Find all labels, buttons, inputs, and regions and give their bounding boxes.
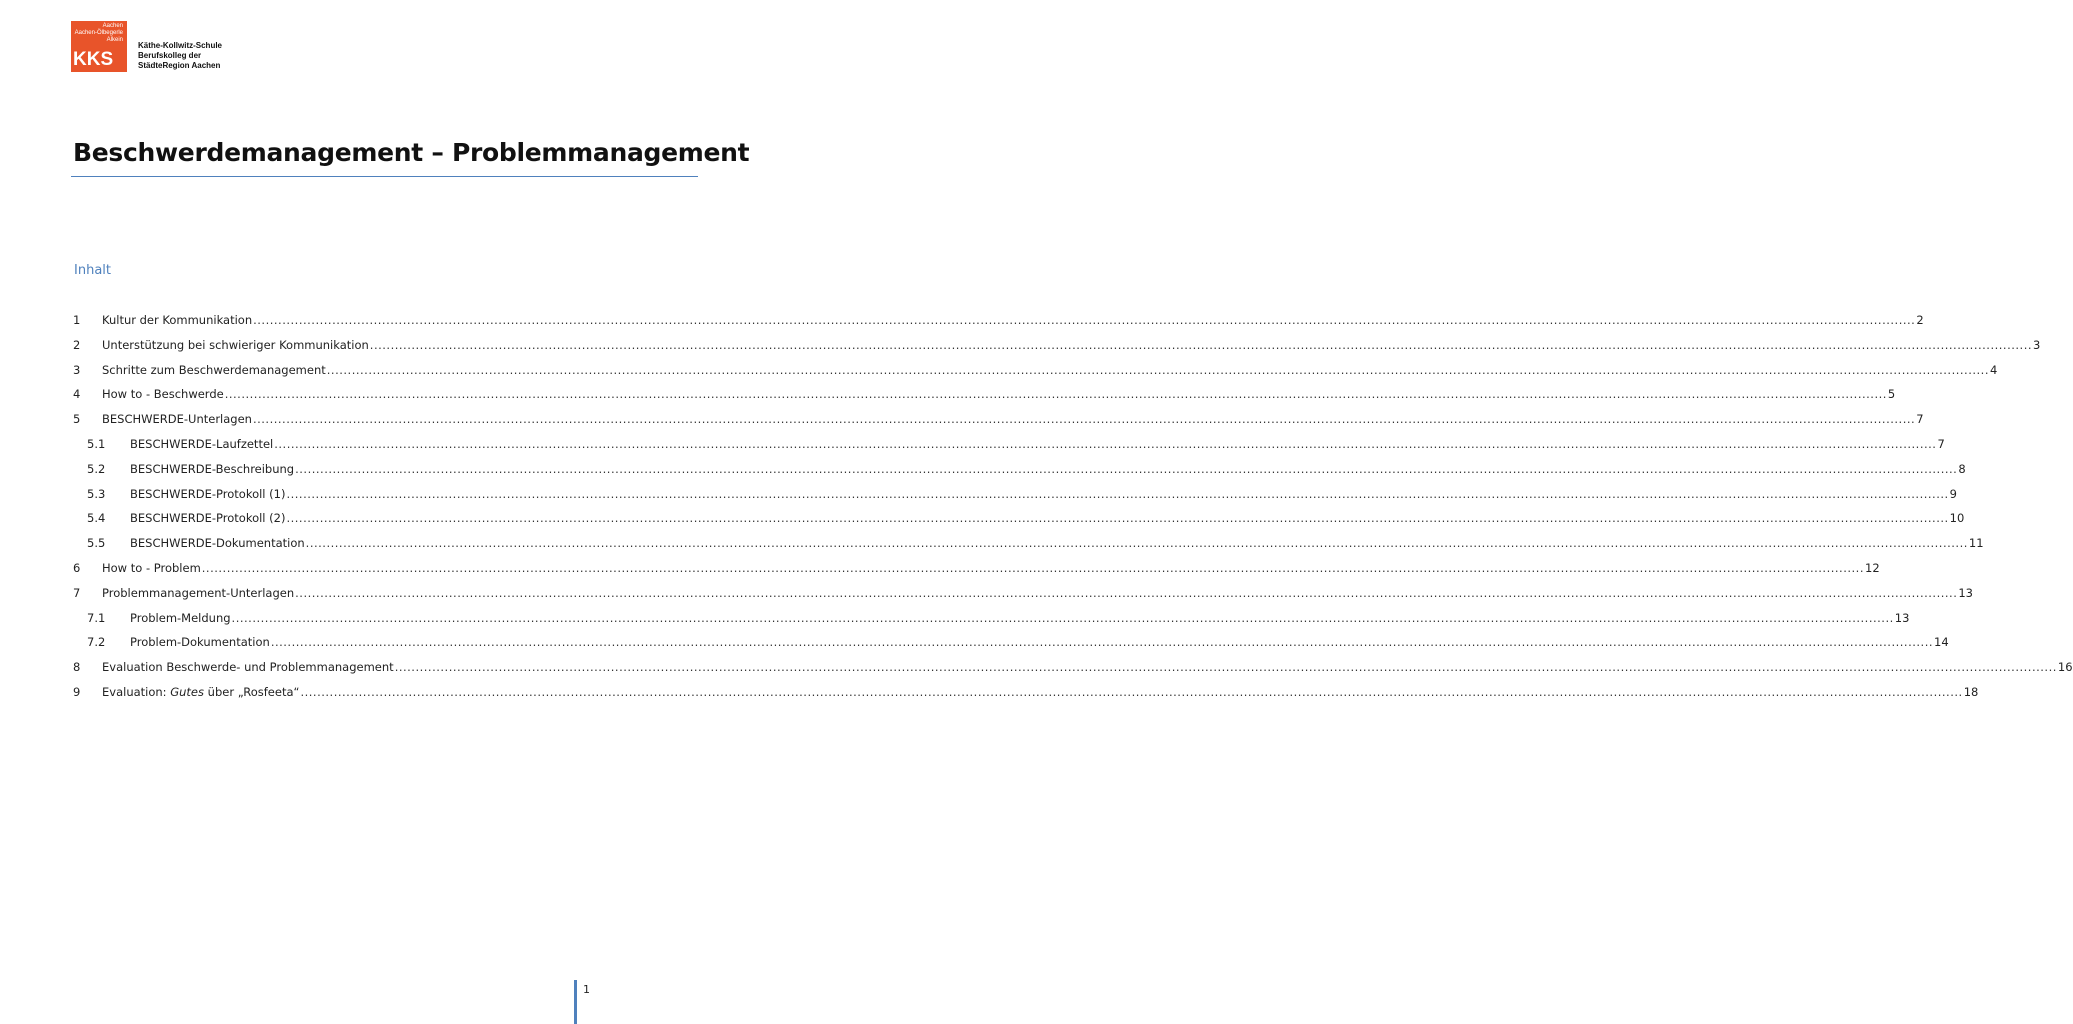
toc-entry-number: 5.3 <box>87 486 106 501</box>
toc-entry-title-emphasis: Gutes <box>170 685 204 699</box>
toc-entry-number: 6 <box>73 561 81 575</box>
toc-entry-title: Problem-Dokumentation <box>130 635 270 650</box>
toc-entry-number: 5.2 <box>87 461 106 476</box>
toc-entry-leader-dots: ................................................................................................................................................................................................................................................................................................................................................................................................................ <box>224 387 1887 402</box>
toc-entry-number: 5.5 <box>87 536 106 551</box>
toc-entry-page: 13 <box>1958 585 1973 600</box>
toc-entry-title: BESCHWERDE-Laufzettel <box>130 437 274 451</box>
page-number-bar <box>574 980 577 1024</box>
toc-entry-leader-dots: ................................................................................................................................................................................................................................................................................................................................................................................................................ <box>295 585 1958 600</box>
toc-entry-number: 7 <box>73 585 81 600</box>
toc-entry-title: BESCHWERDE-Dokumentation <box>130 536 305 551</box>
toc-entry[interactable] <box>0 436 1945 452</box>
toc-entry-title: BESCHWERDE-Beschreibung <box>130 461 295 476</box>
toc-entry[interactable] <box>0 312 1924 328</box>
toc-entry-leader-dots: ................................................................................................................................................................................................................................................................................................................................................................................................................ <box>253 313 1916 327</box>
toc-entry-leader-dots: ................................................................................................................................................................................................................................................................................................................................................................................................................ <box>295 461 1958 476</box>
toc-entry-page: 11 <box>1968 536 1984 551</box>
toc-entry-number: 8 <box>73 660 81 675</box>
toc-entry[interactable] <box>0 659 2073 675</box>
toc-entry[interactable] <box>0 560 1880 576</box>
toc-entry-leader-dots: ................................................................................................................................................................................................................................................................................................................................................................................................................ <box>394 660 2057 675</box>
toc-entry-title-part: Evaluation: <box>102 685 171 699</box>
toc-entry[interactable] <box>0 634 1949 650</box>
toc-entry-title: How to - Problem <box>102 561 201 575</box>
toc-entry-title: Schritte zum Beschwerdemanagement <box>102 362 326 377</box>
logo-location-line: Aachen <box>102 23 123 29</box>
toc-entry[interactable] <box>0 362 1998 378</box>
school-name-line: StädteRegion Aachen <box>138 61 221 70</box>
toc-entry-title: Problemmanagement-Unterlagen <box>102 585 295 600</box>
toc-entry-number: 3 <box>73 362 81 377</box>
logo-location-line: Aachen-Ölbegerle <box>74 30 123 36</box>
toc-entry-number: 9 <box>73 685 81 699</box>
toc-entry-title <box>102 684 299 700</box>
toc-entry-page: 10 <box>1949 511 1965 526</box>
toc-entry-leader-dots: ................................................................................................................................................................................................................................................................................................................................................................................................................ <box>300 685 1963 699</box>
toc-heading: Inhalt <box>74 263 111 278</box>
toc-entry-leader-dots: ................................................................................................................................................................................................................................................................................................................................................................................................................ <box>369 337 2033 352</box>
toc-entry-title-part: über „Rosfeeta“ <box>204 685 300 699</box>
toc-entry-page: 14 <box>1934 635 1949 650</box>
toc-entry-number: 1 <box>73 313 81 327</box>
toc-entry-page: 7 <box>1937 437 1945 451</box>
logo-location-line: Alkein <box>106 37 123 43</box>
document-title: Beschwerdemanagement – Problemmanagement <box>73 138 750 167</box>
school-name <box>138 41 222 71</box>
toc-entry-number: 7.2 <box>87 635 106 650</box>
school-name-line: Berufskolleg der <box>138 51 202 60</box>
school-logo <box>71 21 127 72</box>
toc-entry-number: 5.1 <box>87 437 106 451</box>
toc-entry-title: BESCHWERDE-Protokoll (2) <box>130 511 286 526</box>
school-name-line: Käthe-Kollwitz-Schule <box>138 41 223 50</box>
toc-entry-page: 13 <box>1894 610 1910 625</box>
toc-entry-page: 4 <box>1989 362 1998 377</box>
toc-entry[interactable] <box>0 486 1957 502</box>
toc-entry-page: 18 <box>1963 685 1979 699</box>
toc-entry-page: 12 <box>1865 561 1880 575</box>
page-number: 1 <box>583 983 590 996</box>
toc-entry-page: 9 <box>1949 486 1957 501</box>
toc-entry-title: Unterstützung bei schwieriger Kommunikation <box>102 337 369 352</box>
logo-location-text <box>71 23 123 44</box>
toc-entry-leader-dots: ................................................................................................................................................................................................................................................................................................................................................................................................................ <box>326 362 1989 377</box>
toc-entry-page: 5 <box>1887 387 1896 402</box>
toc-entry-title: BESCHWERDE-Protokoll (1) <box>130 486 286 501</box>
toc-entry-page: 3 <box>2033 337 2041 352</box>
toc-entry-leader-dots: ................................................................................................................................................................................................................................................................................................................................................................................................................ <box>252 412 1916 427</box>
toc-entry-number: 4 <box>73 387 81 402</box>
toc-entry-page: 8 <box>1958 461 1966 476</box>
toc-entry[interactable] <box>0 510 1965 526</box>
toc-entry[interactable] <box>0 411 1924 427</box>
toc-entry[interactable] <box>0 386 1896 402</box>
toc-entry[interactable] <box>0 461 1966 477</box>
toc-entry-page: 2 <box>1916 313 1924 327</box>
toc-entry[interactable] <box>0 684 1979 700</box>
toc-entry-leader-dots: ................................................................................................................................................................................................................................................................................................................................................................................................................ <box>286 486 1949 501</box>
toc-entry[interactable] <box>0 585 1973 601</box>
toc-entry-leader-dots: ................................................................................................................................................................................................................................................................................................................................................................................................................ <box>270 635 1934 650</box>
toc-entry-page: 7 <box>1916 412 1924 427</box>
toc-entry-leader-dots: ................................................................................................................................................................................................................................................................................................................................................................................................................ <box>274 437 1937 451</box>
toc-entry[interactable] <box>0 535 1984 551</box>
toc-entry-title: Evaluation Beschwerde- und Problemmanagement <box>102 660 394 675</box>
toc-entry-number: 7.1 <box>87 610 106 625</box>
title-underline <box>71 176 698 177</box>
toc-entry-title: Kultur der Kommunikation <box>102 313 253 327</box>
toc-entry-title: BESCHWERDE-Unterlagen <box>102 412 252 427</box>
toc-entry-number: 2 <box>73 337 81 352</box>
toc-entry-leader-dots: ................................................................................................................................................................................................................................................................................................................................................................................................................ <box>231 610 1894 625</box>
toc-entry-number: 5 <box>73 412 81 427</box>
toc-entry-leader-dots: ................................................................................................................................................................................................................................................................................................................................................................................................................ <box>201 561 1864 575</box>
toc-entry-leader-dots: ................................................................................................................................................................................................................................................................................................................................................................................................................ <box>305 536 1968 551</box>
logo-mark: KKS <box>73 49 114 70</box>
toc-entry-number: 5.4 <box>87 511 106 526</box>
toc-entry-leader-dots: ................................................................................................................................................................................................................................................................................................................................................................................................................ <box>286 511 1949 526</box>
toc-entry-page: 16 <box>2057 660 2073 675</box>
toc-entry[interactable] <box>0 337 2041 353</box>
toc-entry[interactable] <box>0 610 1910 626</box>
toc-entry-title: Problem-Meldung <box>130 610 231 625</box>
toc-entry-title: How to - Beschwerde <box>102 387 224 402</box>
